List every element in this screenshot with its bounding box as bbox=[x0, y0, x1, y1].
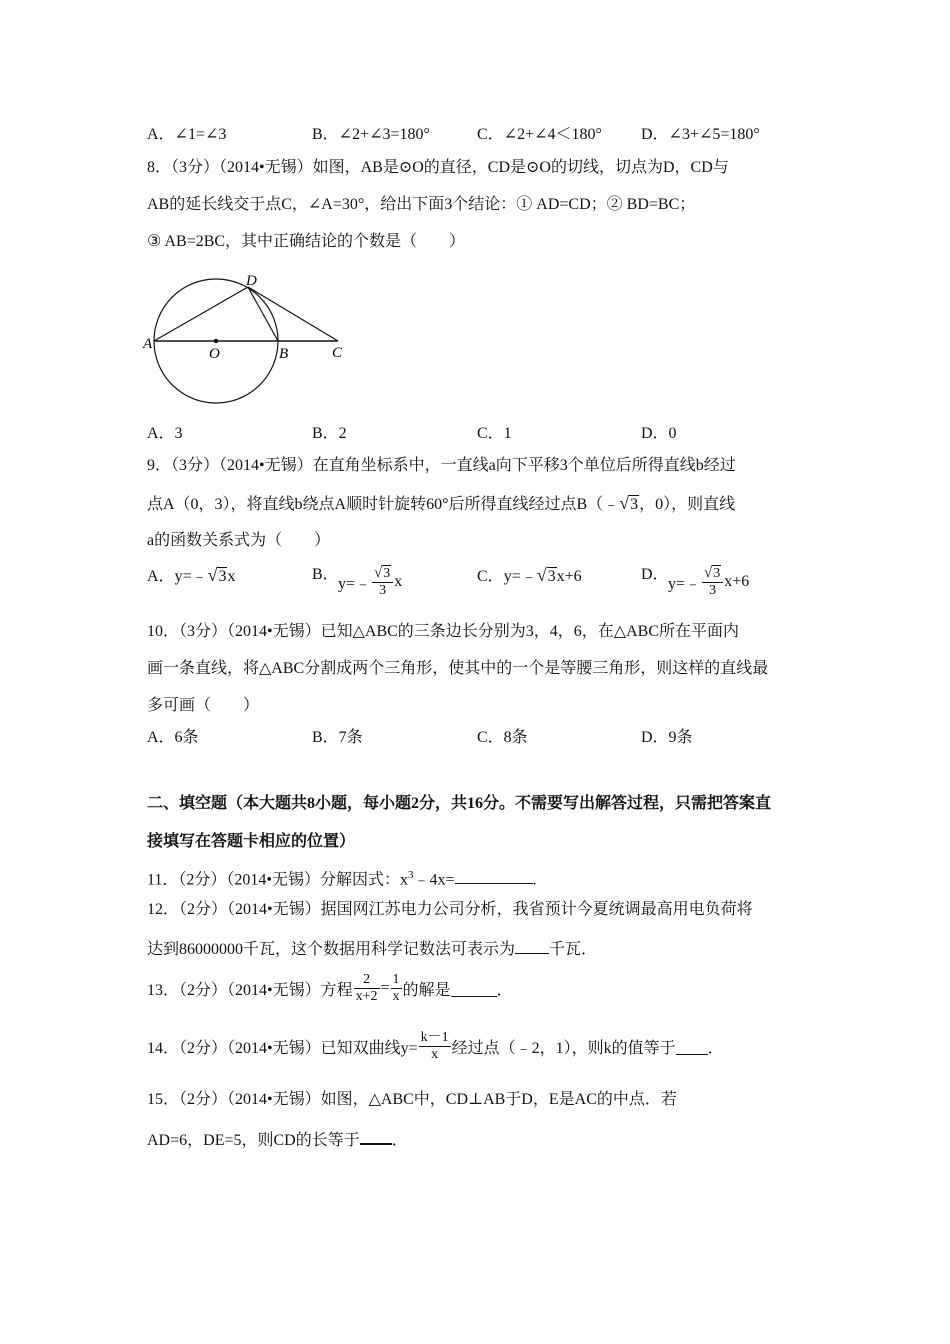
q10-text-line2: 画一条直线，将△ABC分割成两个三角形，使其中的一个是等腰三角形，则这样的直线最 bbox=[147, 660, 769, 677]
q8-option-c: C．1 bbox=[477, 425, 512, 442]
q7-option-a: A．∠1=∠3 bbox=[147, 126, 227, 143]
q14-fraction: $\frac{k-1}{x}$ bbox=[420, 1030, 449, 1062]
figure-label-d: D bbox=[246, 273, 257, 289]
q9-option-a: A．y=﹣√3x bbox=[147, 565, 236, 585]
sqrt-expression: √3 bbox=[619, 493, 639, 513]
figure-line-db bbox=[248, 287, 278, 341]
q8-option-a: A．3 bbox=[147, 425, 183, 442]
q7-option-c: C．∠2+∠4＜180° bbox=[477, 126, 602, 143]
section2-heading-line2: 接填写在答题卡相应的位置） bbox=[147, 833, 356, 850]
q10-option-b: B．7条 bbox=[312, 729, 363, 746]
section2-heading-line1: 二、填空题（本大题共8小题，每小题2分，共16分。不需要写出解答过程，只需把答案直 bbox=[147, 795, 772, 812]
q12-text-line1: 12．（2分）（2014•无锡）据国网江苏电力公司分析，我省预计今夏统调最高用电负荷将 bbox=[147, 901, 753, 918]
q13-fraction-1: $\frac{2}{x+2}$ bbox=[355, 972, 378, 1004]
figure-center-dot bbox=[214, 339, 218, 343]
q10-text-line1: 10．（3分）（2014•无锡）已知△ABC的三条边长分别为3，4，6，在△ABC所在平面内 bbox=[147, 623, 740, 640]
q7-option-b: B．∠2+∠3=180° bbox=[312, 126, 430, 143]
q8-text-line2: AB的延长线交于点C，∠A=30°，给出下面3个结论：① AD=CD；② BD=BC； bbox=[147, 196, 696, 213]
q11-text: 11．（2分）（2014•无锡）分解因式：$x^3﹣4x=$ . bbox=[147, 869, 537, 889]
q15-answer-blank[interactable] bbox=[360, 1127, 392, 1145]
q10-text-line3: 多可画（ ） bbox=[147, 697, 260, 714]
q10-option-a: A．6条 bbox=[147, 729, 199, 746]
figure-line-ad bbox=[154, 287, 248, 341]
q14-answer-blank[interactable] bbox=[676, 1038, 708, 1055]
q13-answer-blank[interactable] bbox=[451, 980, 497, 997]
q9-text-line1: 9．（3分）（2014•无锡）在直角坐标系中，一直线a向下平移3个单位后所得直线b经过 bbox=[147, 457, 736, 474]
q9-text-line3: a的函数关系式为（ ） bbox=[147, 532, 331, 549]
q9-option-d-label: D． bbox=[641, 566, 669, 583]
q8-figure bbox=[140, 268, 360, 408]
q8-text-line1: 8．（3分）（2014•无锡）如图，AB是⊙O的直径，CD是⊙O的切线，切点为D，CD与 bbox=[147, 159, 729, 176]
figure-line-dc bbox=[248, 287, 338, 341]
q9-option-d: y=﹣ $\frac{√3}{3}$ x+6 bbox=[668, 565, 750, 598]
q7-option-d: D．∠3+∠5=180° bbox=[641, 126, 760, 143]
q8-text-line3: ③ AB=2BC，其中正确结论的个数是（ ） bbox=[147, 233, 466, 250]
q12-text-line2: 达到86000000千瓦，这个数据用科学记数法可表示为 千瓦． bbox=[147, 937, 597, 960]
q10-option-c: C．8条 bbox=[477, 729, 528, 746]
q9-option-c: C．y=﹣√3x+6 bbox=[477, 565, 582, 585]
q13-fraction-2: $\frac{1}{x}$ bbox=[392, 972, 400, 1004]
q13-text: 13．（2分）（2014•无锡）方程 $\frac{2}{x+2}$ = $\frac{1}{x}$ 的解是 ． bbox=[147, 972, 513, 1004]
q11-answer-blank[interactable] bbox=[455, 867, 533, 884]
figure-label-b: B bbox=[279, 346, 289, 362]
q15-text-line2: AD=6，DE=5，则CD的长等于 ． bbox=[147, 1127, 408, 1151]
q10-option-d: D．9条 bbox=[641, 729, 693, 746]
q9-text-line2: 点A（0，3），将直线b绕点A顺时针旋转60°后所得直线经过点B（﹣√3，0），则直线 bbox=[147, 493, 736, 513]
q8-option-b: B．2 bbox=[312, 425, 347, 442]
q14-text: 14．（2分）（2014•无锡）已知双曲线y= $\frac{k-1}{x}$ 经过点（﹣2，1），则k的值等于 ． bbox=[147, 1030, 724, 1062]
q8-option-d: D．0 bbox=[641, 425, 677, 442]
q9-option-b-label: B． bbox=[312, 566, 339, 583]
figure-label-a: A bbox=[143, 336, 153, 352]
figure-label-o: O bbox=[209, 346, 220, 362]
q15-text-line1: 15．（2分）（2014•无锡）如图，△ABC中，CD⊥AB于D，E是AC的中点．若 bbox=[147, 1091, 677, 1108]
q9-option-b: y=﹣ $\frac{√3}{3}$ x bbox=[338, 565, 403, 598]
figure-label-c: C bbox=[332, 345, 343, 361]
q12-answer-blank[interactable] bbox=[515, 937, 549, 954]
